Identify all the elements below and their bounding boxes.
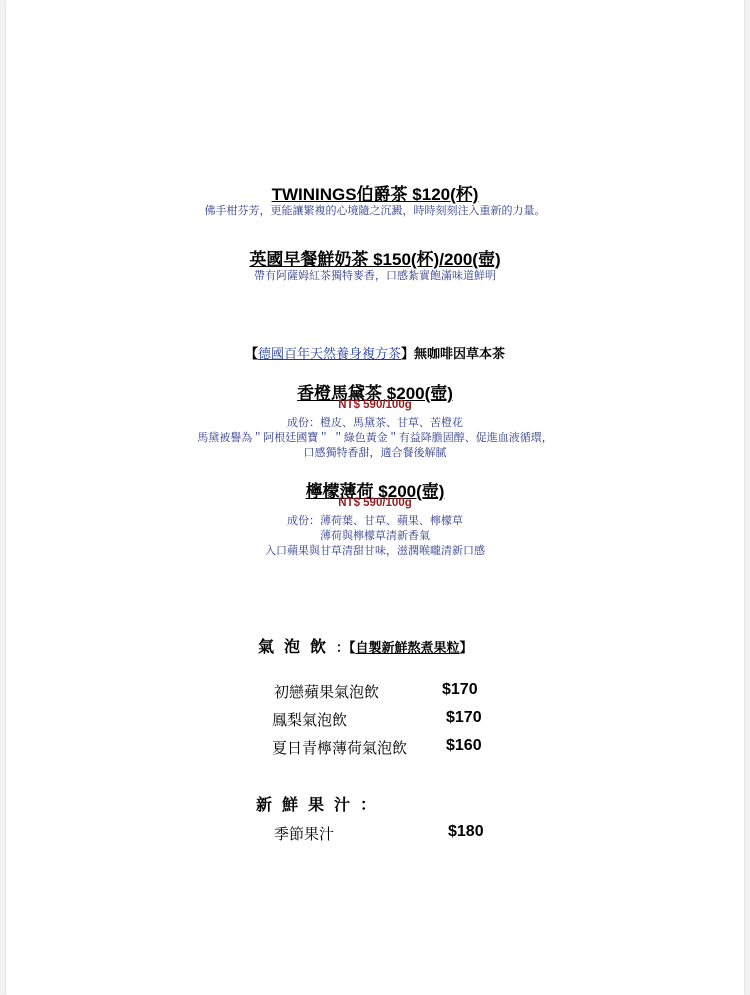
tea-description: 入口蘋果與甘草清甜甘味，滋潤喉嚨清新口感 bbox=[265, 544, 485, 557]
menu-item-price: $170 bbox=[442, 681, 478, 698]
menu-item-price: $170 bbox=[446, 709, 482, 726]
tea-description: 薄荷與檸檬草清新香氣 bbox=[320, 529, 430, 542]
homemade-fruit-link[interactable]: 自製新鮮熬煮果粒 bbox=[355, 641, 460, 656]
menu-page bbox=[6, 0, 744, 995]
menu-item-price: $160 bbox=[446, 737, 482, 754]
tea-price: $120(杯) bbox=[412, 185, 479, 204]
herbal-tea-link[interactable]: 德國百年天然養身複方茶 bbox=[257, 347, 401, 362]
tea-description: 馬黛被譽為＂阿根廷國寶＂ ＂綠色黃金＂有益降膽固醇、促進血液循環， bbox=[197, 431, 553, 444]
menu-item-name: 季節果汁 bbox=[274, 825, 335, 843]
menu-item-price: $180 bbox=[448, 823, 484, 840]
sparkling-heading bbox=[258, 634, 473, 657]
tea-name: 英國早餐鮮奶茶 bbox=[249, 250, 369, 269]
herbal-section-heading bbox=[6, 343, 744, 362]
tea-price: $150(杯)/200(壺) bbox=[373, 250, 501, 269]
tea-description: 帶有阿薩姆紅茶獨特麥香，口感紮實飽滿味道鮮明 bbox=[254, 269, 496, 282]
nt-price: NT$ 590/100g bbox=[338, 497, 412, 509]
juice-heading: 新鮮果汁： bbox=[256, 795, 387, 814]
sparkling-title: 氣泡飲 bbox=[258, 637, 337, 656]
menu-item-name: 初戀蘋果氣泡飲 bbox=[274, 683, 380, 701]
tea-price: $200(壺) bbox=[378, 482, 445, 501]
tea-name: 香橙馬黛茶 bbox=[297, 384, 383, 403]
tea-ingredients: 成份：橙皮、馬黛茶、甘草、苦橙花 bbox=[287, 416, 463, 429]
sparkling-colon: ：【 bbox=[336, 641, 356, 656]
tea-description: 口感獨特香甜，適合餐後解膩 bbox=[303, 446, 447, 459]
herbal-section-subtitle: 】無咖啡因草本茶 bbox=[401, 347, 506, 362]
menu-item-name: 夏日青檸薄荷氣泡飲 bbox=[272, 739, 408, 757]
bracket-open: 【 bbox=[244, 347, 258, 362]
tea-name: 檸檬薄荷 bbox=[305, 482, 374, 501]
bracket-close: 】 bbox=[459, 641, 473, 656]
tea-description: 佛手柑芬芳，更能讓繁複的心境隨之沉澱，時時刻刻注入重新的力量。 bbox=[204, 204, 546, 217]
tea-name: TWININGS伯爵茶 bbox=[271, 185, 408, 204]
tea-price: $200(壺) bbox=[386, 384, 453, 403]
menu-item-name: 鳳梨氣泡飲 bbox=[272, 711, 348, 729]
tea-ingredients: 成份：薄荷葉、甘草、蘋果、檸檬草 bbox=[287, 514, 463, 527]
nt-price: NT$ 590/100g bbox=[338, 399, 412, 411]
